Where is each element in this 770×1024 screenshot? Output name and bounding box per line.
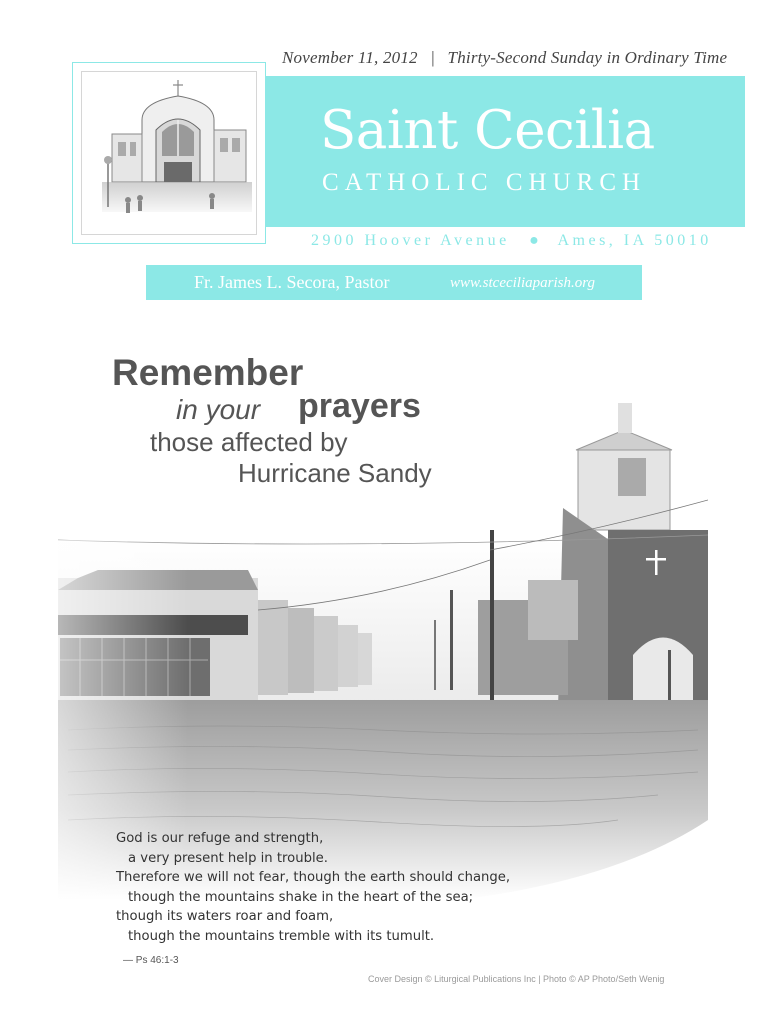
date: November 11, 2012	[282, 48, 418, 67]
verse-line: though the mountains shake in the heart of the sea;	[128, 889, 474, 905]
address-street: 2900 Hoover Avenue	[311, 232, 510, 249]
headline-in-your: in your	[176, 394, 261, 425]
headline-those-affected: those affected by	[150, 427, 348, 457]
scripture-verse	[116, 829, 510, 946]
address-city: Ames, IA 50010	[557, 232, 712, 249]
verse-line: though its waters roar and foam,	[116, 909, 334, 924]
church-name: Saint Cecilia	[320, 100, 655, 161]
headline-prayers: prayers	[298, 387, 421, 425]
dateline	[282, 48, 727, 68]
headline-remember: Remember	[112, 352, 304, 393]
church-logo	[72, 62, 266, 244]
church-subtitle: CATHOLIC CHURCH	[322, 169, 647, 196]
address	[311, 232, 712, 250]
verse-line: God is our refuge and strength,	[116, 831, 324, 846]
pastor-name: Fr. James L. Secora, Pastor	[194, 272, 390, 292]
address-bullet: ●	[529, 232, 539, 249]
cover-credit: Cover Design © Liturgical Publications Inc | Photo © AP Photo/Seth Wenig	[368, 974, 665, 984]
liturgical-day: Thirty-Second Sunday in Ordinary Time	[447, 48, 728, 67]
verse-line: though the mountains tremble with its tumult.	[128, 928, 435, 944]
logo-frame	[81, 71, 257, 235]
separator: |	[430, 48, 436, 67]
headline-hurricane: Hurricane Sandy	[238, 458, 432, 488]
verse-citation: — Ps 46:1-3	[123, 955, 179, 966]
church-illustration-icon	[82, 72, 256, 234]
verse-line: Therefore we will not fear, though the earth should change,	[116, 870, 511, 885]
website-link[interactable]: www.stceciliaparish.org	[450, 275, 596, 291]
verse-line: a very present help in trouble.	[128, 850, 328, 866]
